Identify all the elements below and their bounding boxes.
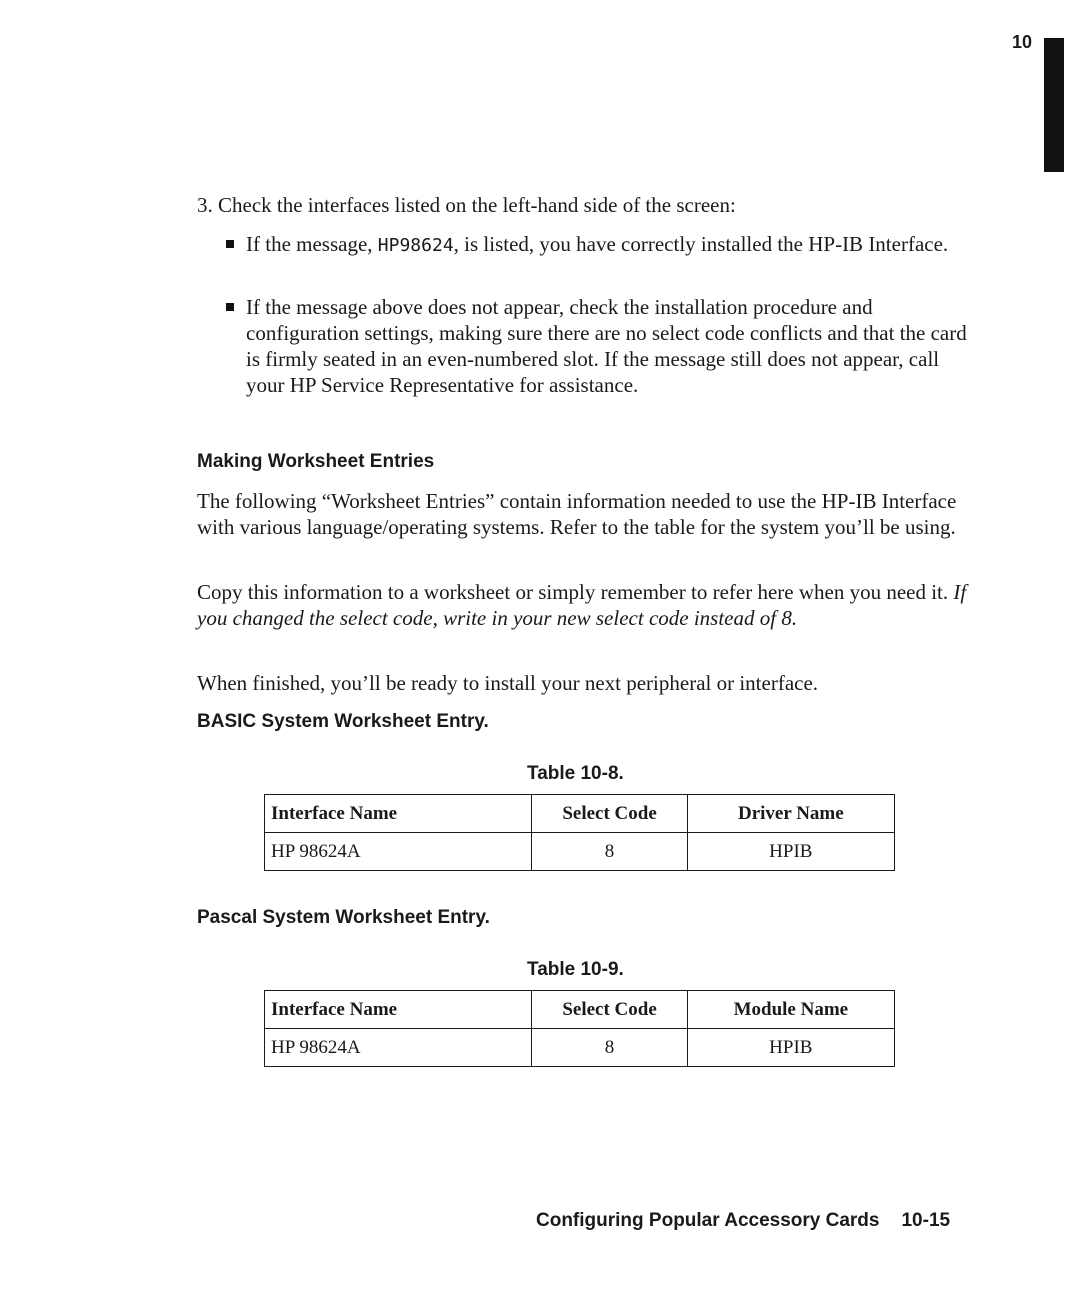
pascal-worksheet-table bbox=[264, 990, 895, 1067]
paragraph-finished: When finished, you’ll be ready to install your next peripheral or interface. bbox=[197, 671, 819, 695]
message-code: HP98624 bbox=[377, 235, 454, 256]
header-module-name: Module Name bbox=[687, 991, 894, 1029]
cell-select-code: 8 bbox=[532, 833, 687, 871]
bullet-item-not-appear bbox=[226, 294, 976, 398]
basic-heading: BASIC System Worksheet Entry. bbox=[197, 711, 489, 732]
bullet-2-text: If the message above does not appear, check the installation procedure and configuration settings, making sure there are no select code conflicts and that the card is firmly seated in an even-numbered slot. If the message still does not appear, call your HP Service Representative for assistance. bbox=[246, 295, 967, 397]
header-select-code: Select Code bbox=[532, 991, 687, 1029]
section-heading: Making Worksheet Entries bbox=[197, 451, 435, 472]
bullet-item-installed bbox=[226, 231, 976, 259]
footer-title: Configuring Popular Accessory Cards bbox=[536, 1210, 880, 1231]
paragraph-copy-plain: Copy this information to a worksheet or simply remember to refer here when you need it. bbox=[197, 580, 954, 604]
page-footer bbox=[536, 1210, 950, 1232]
basic-worksheet-table bbox=[264, 794, 895, 871]
cell-module-name: HPIB bbox=[687, 1029, 894, 1067]
chapter-number: 10 bbox=[1012, 32, 1033, 52]
header-interface-name: Interface Name bbox=[265, 991, 532, 1029]
step-3-text: 3. Check the interfaces listed on the left-hand side of the screen: bbox=[197, 193, 736, 217]
table-9-title: Table 10-9. bbox=[527, 959, 624, 980]
table-8-title: Table 10-8. bbox=[527, 763, 624, 784]
paragraph-copy-italic: If you changed the select code, write in your new select code instead of 8. bbox=[197, 580, 967, 630]
paragraph-copy bbox=[197, 579, 977, 631]
header-driver-name: Driver Name bbox=[687, 795, 894, 833]
chapter-tab-marker bbox=[1044, 38, 1064, 172]
header-interface-name: Interface Name bbox=[265, 795, 532, 833]
bullet-1-after: , is listed, you have correctly installed the HP-IB Interface. bbox=[453, 232, 949, 256]
table-header-row bbox=[265, 795, 895, 833]
cell-interface-name: HP 98624A bbox=[265, 833, 532, 871]
paragraph-intro: The following “Worksheet Entries” contain information needed to use the HP-IB Interface with various language/operating systems. Refer to the table for the system you’ll be using. bbox=[197, 489, 957, 539]
table-header-row bbox=[265, 991, 895, 1029]
footer-page-number: 10-15 bbox=[901, 1210, 951, 1231]
pascal-heading: Pascal System Worksheet Entry. bbox=[197, 907, 490, 928]
table-row bbox=[265, 1029, 895, 1067]
header-select-code: Select Code bbox=[532, 795, 687, 833]
cell-interface-name: HP 98624A bbox=[265, 1029, 532, 1067]
table-row bbox=[265, 833, 895, 871]
cell-select-code: 8 bbox=[532, 1029, 687, 1067]
cell-driver-name: HPIB bbox=[687, 833, 894, 871]
bullet-square-icon bbox=[226, 240, 234, 248]
bullet-1-before: If the message, bbox=[246, 232, 373, 256]
bullet-square-icon bbox=[226, 303, 234, 311]
